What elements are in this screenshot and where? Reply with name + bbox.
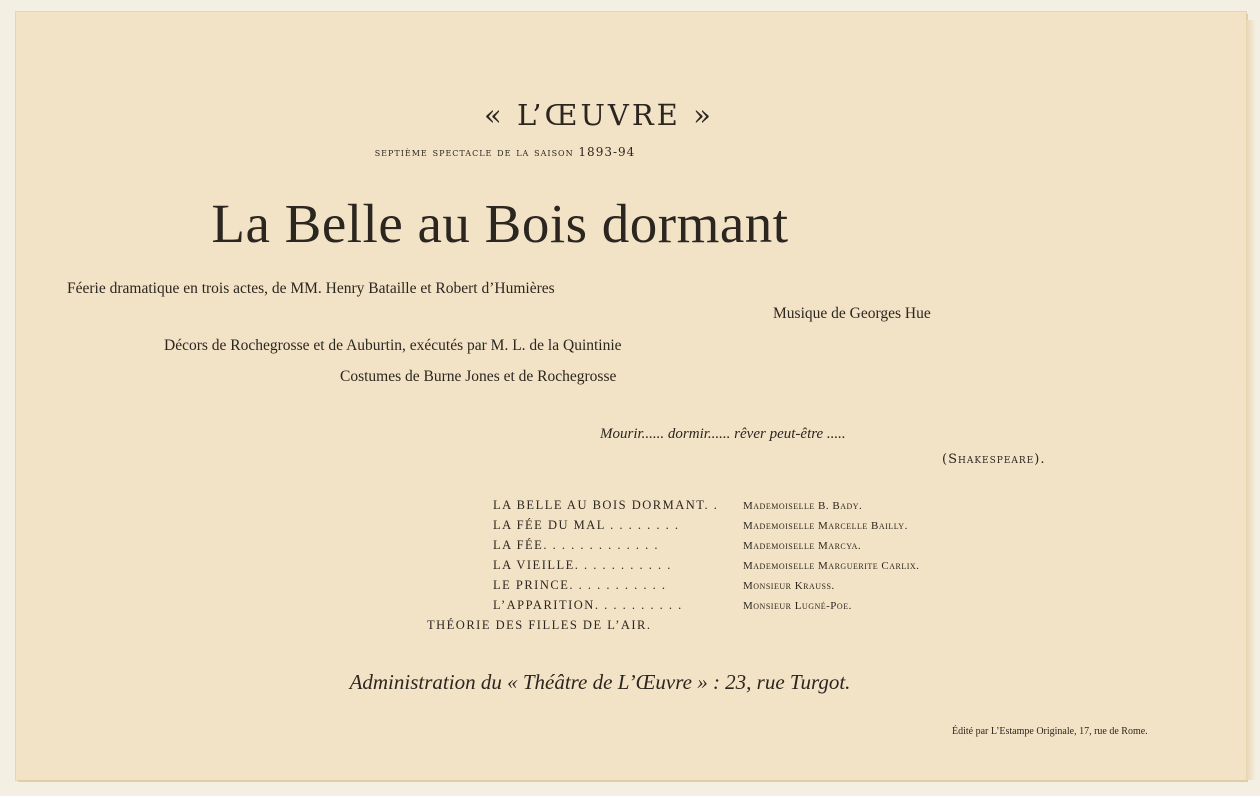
theatre-name: « L’ŒUVRE » <box>484 98 714 132</box>
cast-actor: Mademoiselle Marcelle Bailly. <box>743 520 908 532</box>
cast-row <box>427 498 1027 518</box>
cast-row <box>427 538 1027 558</box>
cast-actor: Mademoiselle Marguerite Carlix. <box>743 560 920 572</box>
cast-role: L’APPARITION. . . . . . . . . . <box>493 598 683 612</box>
cast-row <box>427 598 1027 618</box>
cast-actor: Monsieur Lugné-Poe. <box>743 600 852 612</box>
cast-role: LA FÉE DU MAL . . . . . . . . <box>493 518 680 532</box>
cast-role: THÉORIE DES FILLES DE L’AIR. <box>427 618 652 632</box>
publisher-note: Édité par L’Estampe Originale, 17, rue de Rome. <box>952 726 1148 737</box>
cast-row <box>427 558 1027 578</box>
play-title: La Belle au Bois dormant <box>211 193 789 254</box>
music-credit: Musique de Georges Hue <box>773 305 931 322</box>
cast-row <box>427 518 1027 538</box>
cast-role: LA VIEILLE. . . . . . . . . . . <box>493 558 672 572</box>
administration-address: Administration du « Théâtre de L’Œuvre » : 23, rue Turgot. <box>349 670 851 694</box>
cast-row <box>427 618 1027 638</box>
cast-role: LE PRINCE. . . . . . . . . . . <box>493 578 667 592</box>
cast-role: LA FÉE. . . . . . . . . . . . . <box>493 538 659 552</box>
cast-list <box>427 498 1027 638</box>
authors-credit: Féerie dramatique en trois actes, de MM. Henry Bataille et Robert d’Humières <box>67 280 555 297</box>
season-subtitle: septième spectacle de la saison 1893-94 <box>374 145 636 159</box>
cast-row <box>427 578 1027 598</box>
cast-actor: Monsieur Krauss. <box>743 580 835 592</box>
epigraph-quote: Mourir...... dormir...... rêver peut-être ..... <box>600 426 846 442</box>
epigraph-attribution: (Shakespeare). <box>942 452 1046 467</box>
costume-credit: Costumes de Burne Jones et de Rochegrosse <box>340 368 617 385</box>
decor-credit: Décors de Rochegrosse et de Auburtin, exécutés par M. L. de la Quintinie <box>164 337 622 354</box>
cast-actor: Mademoiselle Marcya. <box>743 540 862 552</box>
cast-actor: Mademoiselle B. Bady. <box>743 500 863 512</box>
cast-role: LA BELLE AU BOIS DORMANT. . <box>493 498 719 512</box>
